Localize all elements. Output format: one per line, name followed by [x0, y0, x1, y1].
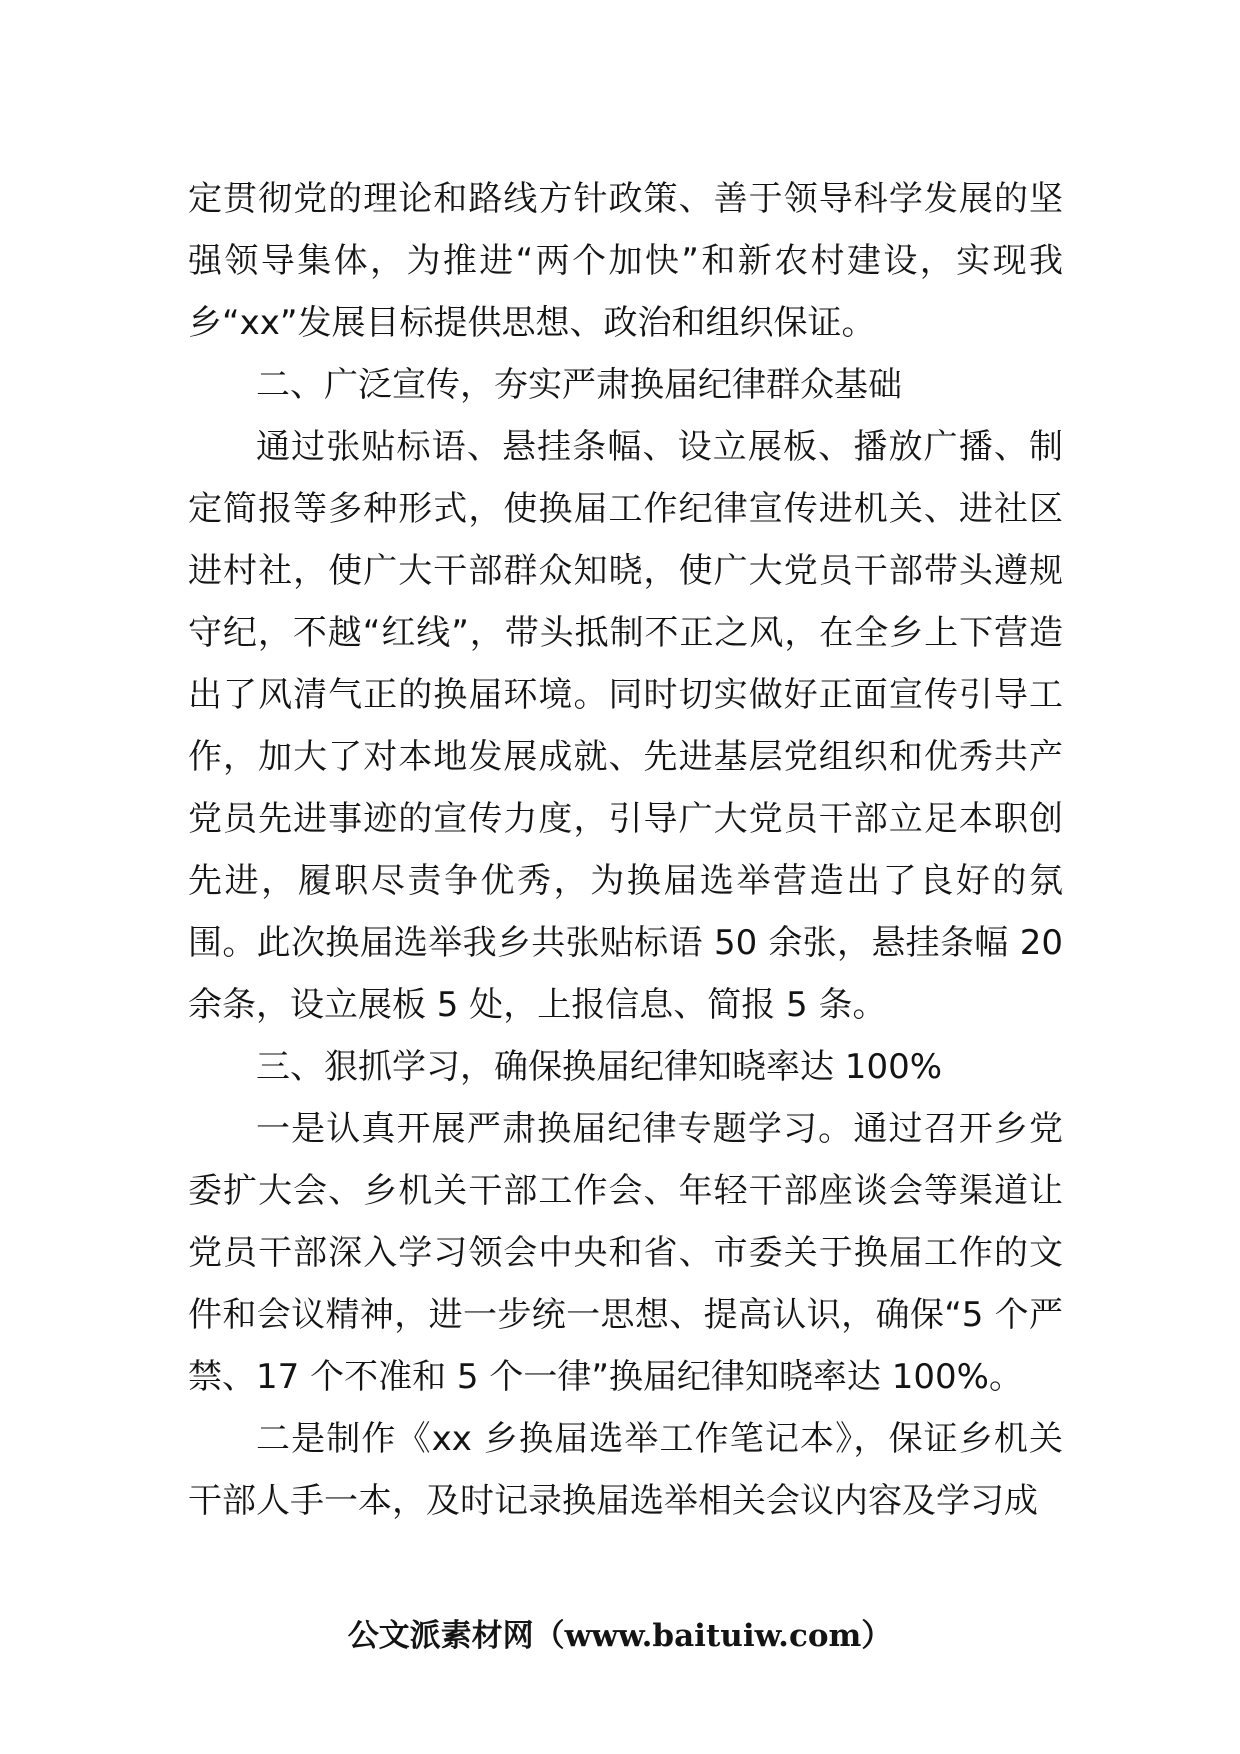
section-heading-2: 二、广泛宣传，夯实严肃换届纪律群众基础	[256, 365, 902, 405]
section-heading-3: 三、狠抓学习，确保换届纪律知晓率达 100%	[256, 1047, 943, 1087]
paragraph-study: 一是认真开展严肃换届纪律专题学习。通过召开乡党委扩大会、乡机关干部工作会、年轻干部座谈会等渠道让党员干部深入学习领会中央和省、市委关于换届工作的文件和会议精神，进一步统一思想、提高认识，确保“5 个严禁、17 个不准和 5 个一律”换届纪律知晓率达 100%。	[188, 1109, 1063, 1397]
paragraph-publicity: 通过张贴标语、悬挂条幅、设立展板、播放广播、制定简报等多种形式，使换届工作纪律宣传进机关、进社区进村社，使广大干部群众知晓，使广大党员干部带头遵规守纪，不越“红线”，带头抵制不正之风，在全乡上下营造出了风清气正的换届环境。同时切实做好正面宣传引导工作，加大了对本地发展成就、先进基层党组织和优秀共产党员先进事迹的宣传力度，引导广大党员干部立足本职创先进，履职尽责争优秀，为换届选举营造出了良好的氛围。此次换届选举我乡共张贴标语 50 余张，悬挂条幅 20 余条，设立展板 5 处，上报信息、简报 5 条。	[188, 427, 1063, 1025]
footer-watermark: 公文派素材网（www.baituiw.com）	[347, 1618, 893, 1654]
document-body	[188, 168, 1063, 1532]
paragraph-notebook: 二是制作《xx 乡换届选举工作笔记本》，保证乡机关干部人手一本，及时记录换届选举相关会议内容及学习成	[188, 1419, 1063, 1521]
paragraph-continuation: 定贯彻党的理论和路线方针政策、善于领导科学发展的坚强领导集体，为推进“两个加快”和新农村建设，实现我乡“xx”发展目标提供思想、政治和组织保证。	[188, 179, 1063, 343]
